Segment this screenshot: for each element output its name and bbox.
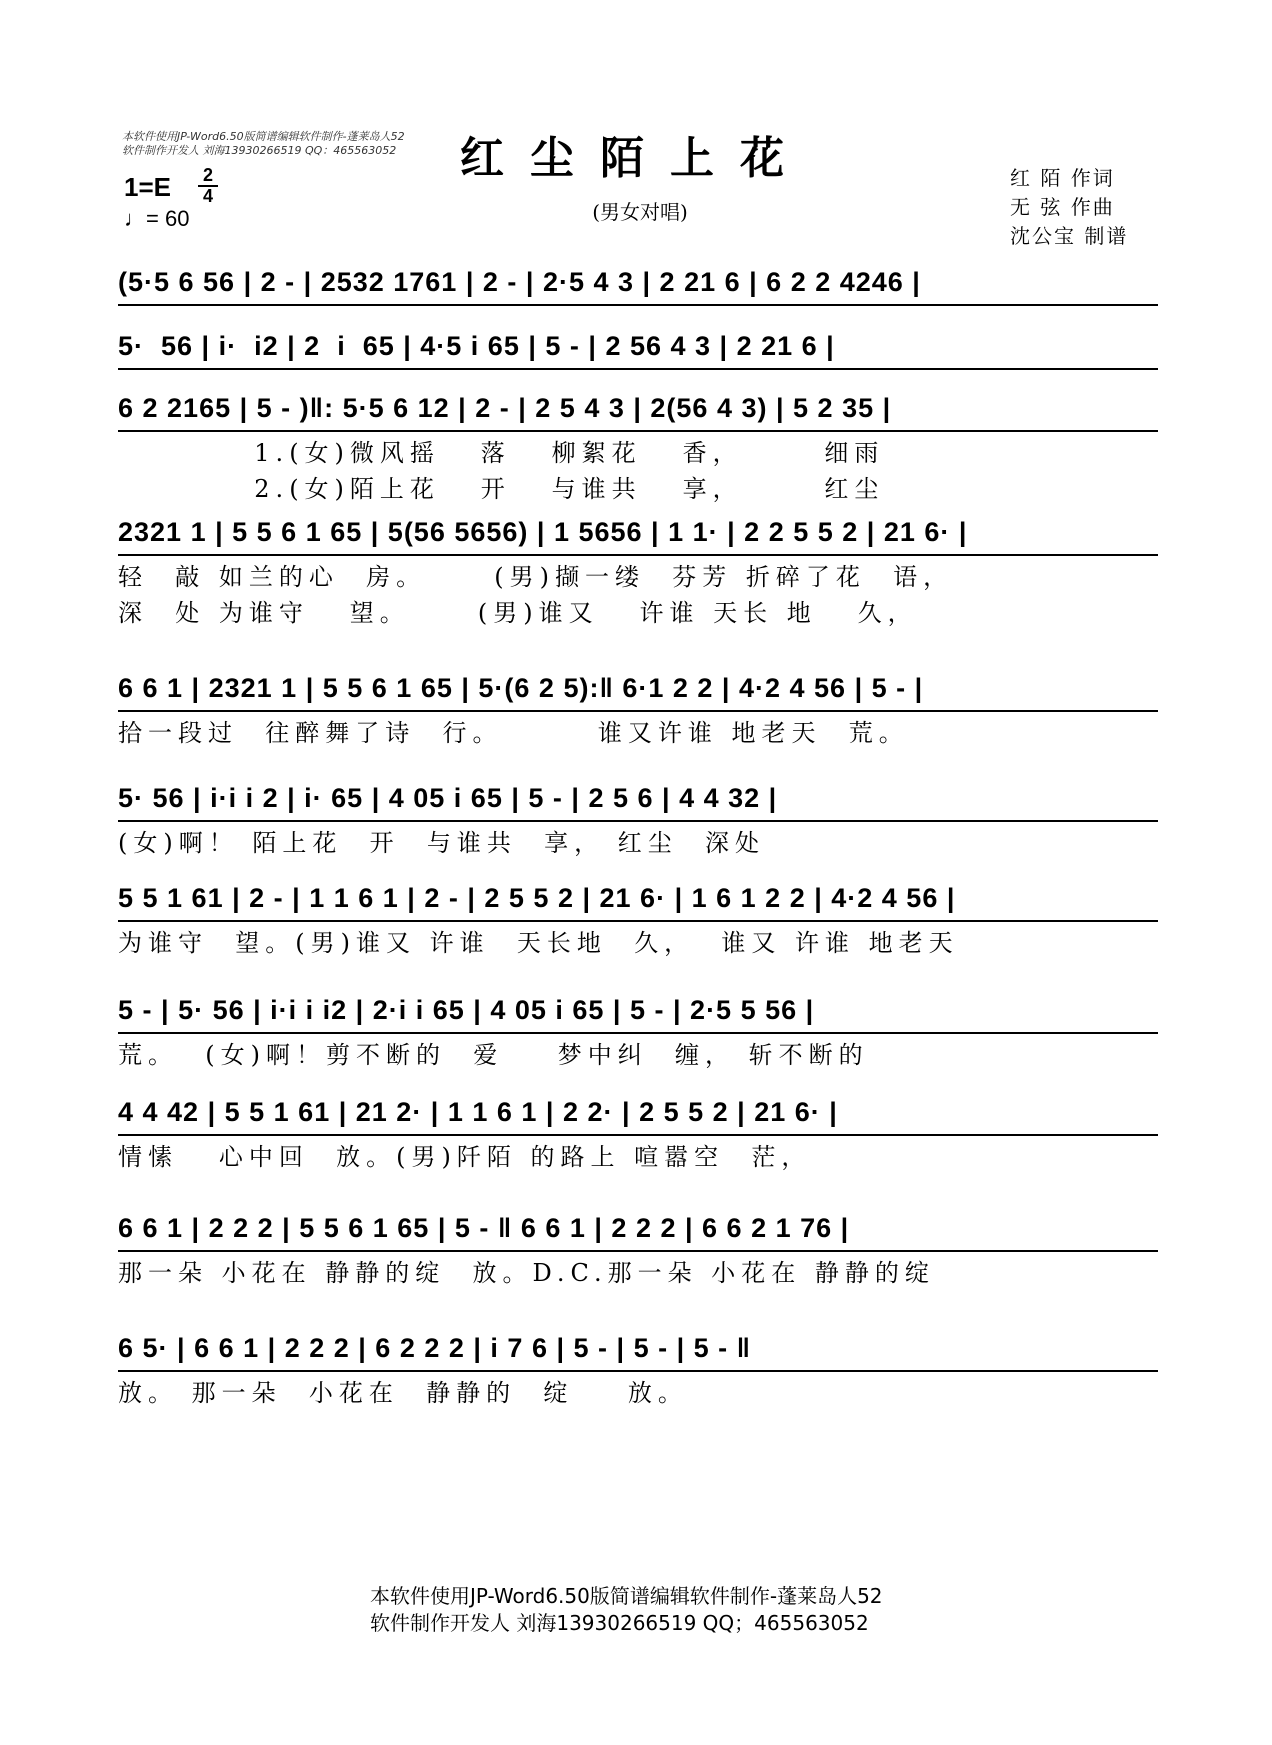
watermark-top: [122, 130, 452, 158]
lyric-line: 深 处 为谁守 望。 (男)谁又 许谁 天长 地 久，: [118, 599, 918, 627]
watermark-line: 软件制作开发人 刘海13930266519 QQ：465563052: [122, 144, 397, 157]
footer-line: 本软件使用JP-Word6.50版简谱编辑软件制作-蓬莱岛人52: [370, 1584, 883, 1608]
footer: [370, 1583, 930, 1637]
lyric-line: 2.(女)陌上花 开 与谁共 享， 红尘: [118, 475, 885, 503]
credit-composer: 无 弦 作曲: [1010, 195, 1115, 219]
lyric-line: 情愫 心中回 放。(男)阡陌 的路上 喧嚣空 茫，: [118, 1143, 812, 1171]
lyric-line: 放。 那一朵 小花在 静静的 绽 放。: [118, 1379, 688, 1407]
staff-notes: 5 - | 5· 56 | i·i i i2 | 2·i i 65 | 4 05 i 65 | 5 - | 2·5 5 56 |: [118, 988, 1158, 1034]
footer-line: 软件制作开发人 刘海13930266519 QQ；465563052: [370, 1611, 869, 1635]
credit-lyricist: 红 陌 作词: [1010, 166, 1115, 190]
credit-arranger: 沈公宝 制谱: [1010, 224, 1129, 248]
key-signature: 1=E: [124, 172, 171, 202]
staff-notes: 2321 1 | 5 5 6 1 65 | 5(56 5656) | 1 5656 | 1 1· | 2 2 5 5 2 | 21 6· |: [118, 510, 1158, 556]
credits: [1010, 164, 1170, 251]
staff-notes: 5· 56 | i·i i 2 | i· 65 | 4 05 i 65 | 5 - | 2 5 6 | 4 4 32 |: [118, 776, 1158, 822]
lyric-line: (女)啊！ 陌上花 开 与谁共 享， 红尘 深处: [118, 829, 766, 857]
staff-notes: (5·5 6 56 | 2 - | 2532 1761 | 2 - | 2·5 4 3 | 2 21 6 | 6 2 2 4246 |: [118, 260, 1158, 306]
staff-notes: 4 4 42 | 5 5 1 61 | 21 2· | 1 1 6 1 | 2 2· | 2 5 5 2 | 21 6· |: [118, 1090, 1158, 1136]
tempo-marking: ♩= 60: [124, 206, 190, 231]
staff-notes: 6 2 2165 | 5 - )‖: 5·5 6 12 | 2 - | 2 5 4 3 | 2(56 4 3) | 5 2 35 |: [118, 386, 1158, 432]
lyric-line: 拾一段过 往醉舞了诗 行。 谁又许谁 地老天 荒。: [118, 719, 909, 747]
lyric-line: 那一朵 小花在 静静的绽 放。D.C.那一朵 小花在 静静的绽: [118, 1259, 935, 1287]
song-subtitle: (男女对唱): [592, 200, 688, 224]
lyric-line: 1.(女)微风摇 落 柳絮花 香， 细雨: [118, 439, 885, 467]
watermark-line: 本软件使用JP-Word6.50版简谱编辑软件制作-蓬莱岛人52: [122, 130, 405, 143]
song-title: 红尘陌上花: [460, 133, 810, 184]
time-signature: [196, 166, 220, 206]
lyric-line: 为谁守 望。(男)谁又 许谁 天长地 久， 谁又 许谁 地老天: [118, 929, 959, 957]
time-signature-top: 2: [202, 165, 213, 185]
staff-notes: 5· 56 | i· i2 | 2 i 65 | 4·5 i 65 | 5 - | 2 56 4 3 | 2 21 6 |: [118, 324, 1158, 370]
time-signature-bottom: 4: [202, 186, 213, 206]
staff-notes: 5 5 1 61 | 2 - | 1 1 6 1 | 2 - | 2 5 5 2 | 21 6· | 1 6 1 2 2 | 4·2 4 56 |: [118, 876, 1158, 922]
lyric-line: 荒。 (女)啊！剪不断的 爱 梦中纠 缠， 斩不断的: [118, 1041, 869, 1069]
staff-notes: 6 5· | 6 6 1 | 2 2 2 | 6 2 2 2 | i 7 6 | 5 - | 5 - | 5 - ‖: [118, 1326, 1158, 1372]
staff-notes: 6 6 1 | 2 2 2 | 5 5 6 1 65 | 5 - ‖ 6 6 1 | 2 2 2 | 6 6 2 1 76 |: [118, 1206, 1158, 1252]
staff-notes: 6 6 1 | 2321 1 | 5 5 6 1 65 | 5·(6 2 5):‖ 6·1 2 2 | 4·2 4 56 | 5 - |: [118, 666, 1158, 712]
lyric-line: 轻 敲 如兰的心 房。 (男)撷一缕 芬芳 折碎了花 语，: [118, 563, 954, 591]
